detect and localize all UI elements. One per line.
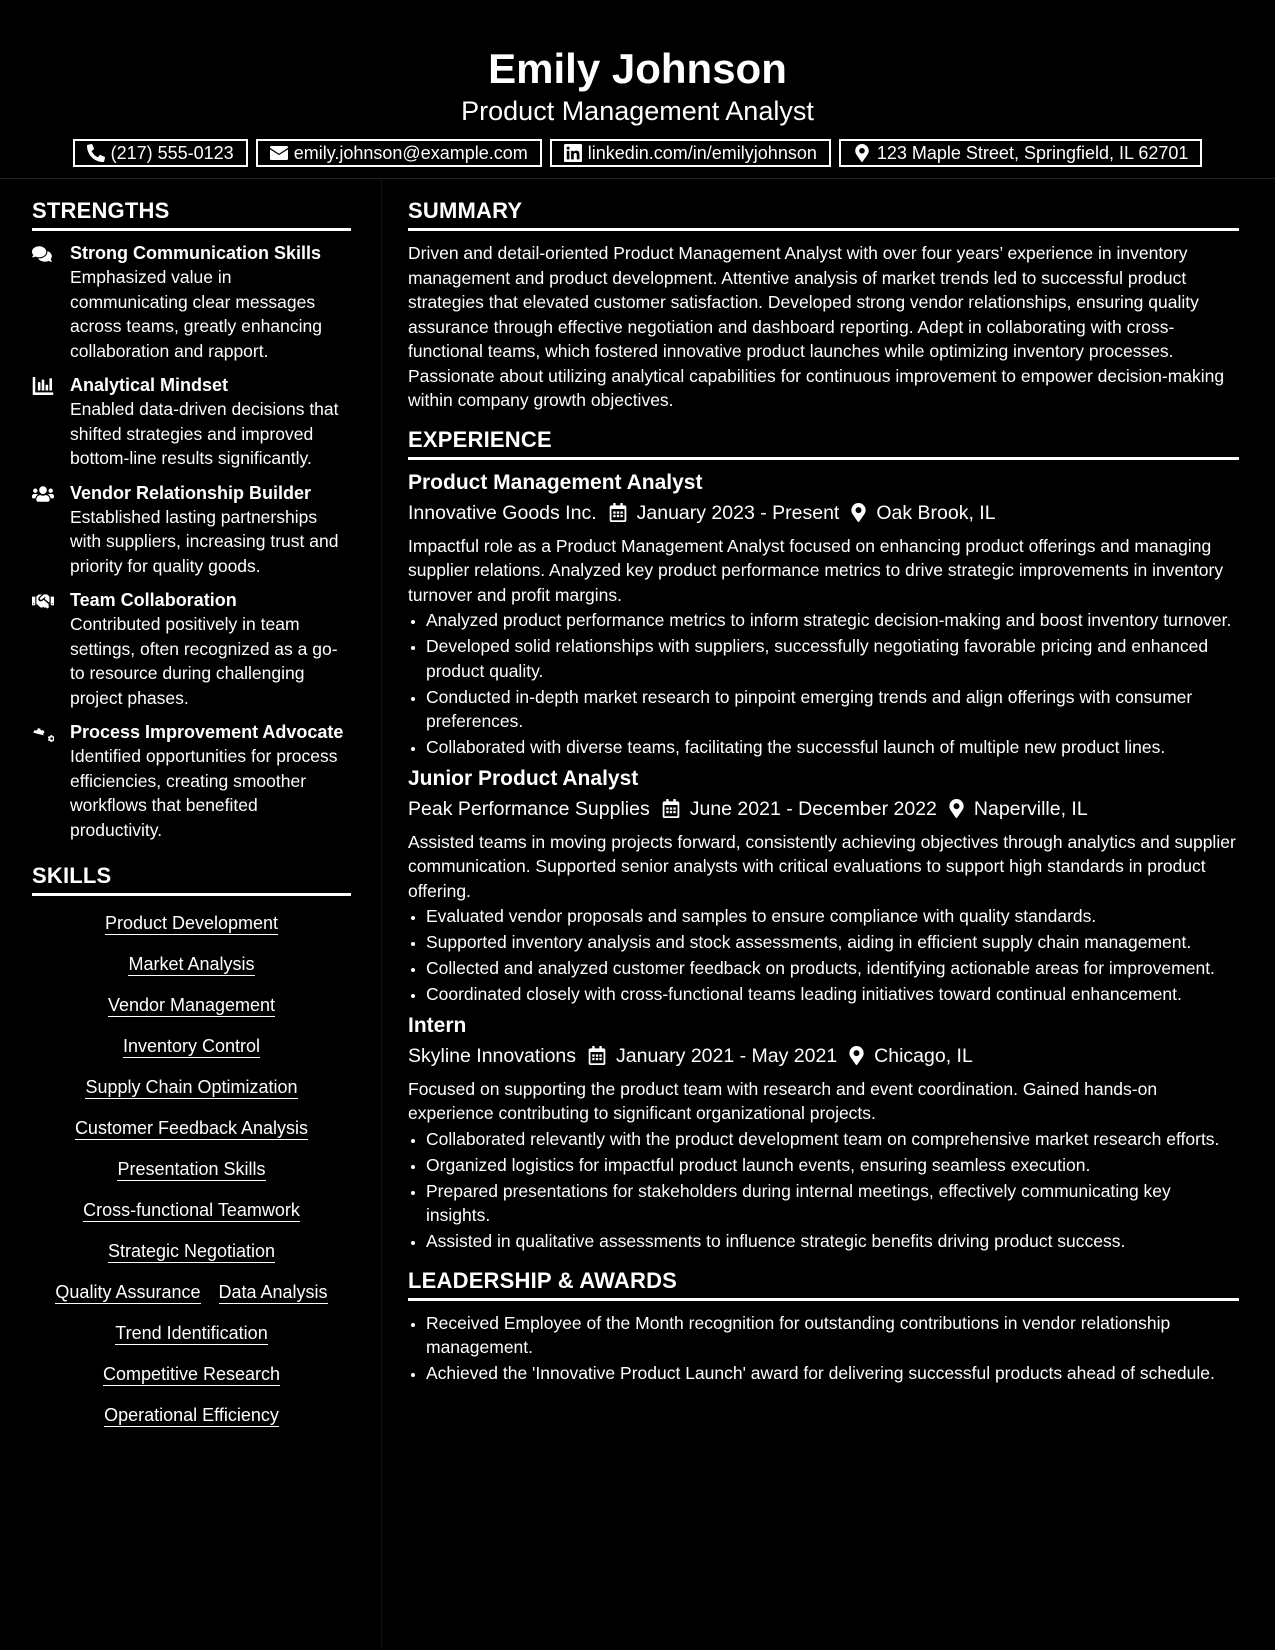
envelope-icon [270, 144, 288, 162]
job-dates: January 2021 - May 2021 [616, 1044, 838, 1067]
column-divider [381, 178, 382, 1650]
skill-tag: Operational Efficiency [104, 1405, 279, 1425]
linkedin-text: linkedin.com/in/emilyjohnson [587, 143, 817, 163]
contact-email[interactable] [256, 139, 542, 167]
skill-tag: Product Development [104, 913, 279, 933]
list-item: • Received Employee of the Month recognition for outstanding contributions in vendor relationship management. [426, 1311, 1239, 1360]
strength-item [32, 588, 351, 710]
right-column [408, 198, 1239, 1387]
job-description: Assisted teams in moving projects forward, consistently achieving objectives through analytics and supplier communication. Supported senior analysts with critical evaluations to support high standards in product offering. [408, 831, 1236, 901]
phone-icon [87, 144, 105, 162]
contact-address[interactable] [839, 139, 1203, 167]
strength-name: Strong Communication Skills [70, 243, 322, 263]
cogs-icon [32, 724, 54, 742]
list-item: • Evaluated vendor proposals and samples to ensure compliance with quality standards. [426, 904, 1239, 929]
strengths-heading: STRENGTHS [32, 198, 351, 231]
strength-item [32, 373, 351, 471]
job-meta [408, 1042, 1239, 1070]
strength-name: Process Improvement Advocate [70, 722, 344, 742]
email-text: emily.johnson@example.com [293, 143, 528, 163]
skill-tag: Quality Assurance [55, 1282, 201, 1302]
job-location: Naperville, IL [973, 797, 1088, 820]
contact-linkedin[interactable] [550, 139, 831, 167]
contact-bar [0, 139, 1275, 167]
calendar-icon [662, 799, 680, 818]
strength-desc: Established lasting partnerships with suppliers, increasing trust and priority for quality goods. [70, 506, 339, 576]
list-item: • Analyzed product performance metrics to inform strategic decision-making and boost inventory turnover. [426, 608, 1239, 633]
awards-heading: LEADERSHIP & AWARDS [408, 1268, 1239, 1301]
linkedin-icon [564, 144, 582, 162]
list-item: • Coordinated closely with cross-functional teams leading initiatives toward continual enhancement. [426, 982, 1239, 1007]
calendar-icon [588, 1046, 606, 1065]
skill-tag: Inventory Control [122, 1036, 261, 1056]
contact-phone[interactable] [73, 139, 248, 167]
resume-header [0, 0, 1275, 167]
list-item: • Prepared presentations for stakeholders during internal meetings, effectively communicating key insights. [426, 1179, 1239, 1228]
summary-text: Driven and detail-oriented Product Management Analyst with over four years’ experience in inventory management and product development. Attentive analysis of market trends led to successful product strategies that elevated customer satisfaction. Developed strong vendor relationships, ensuring quality assurance through effective negotiation and dashboard reporting. Adept in collaborating with cross-functional teams, which fostered innovative product launches while optimizing inventory processes. Passionate about utilizing analytical capabilities for continuous improvement to empower decision-making within company growth objectives. [408, 243, 1225, 410]
job-company: Peak Performance Supplies [408, 797, 650, 820]
calendar-icon [609, 503, 627, 522]
skill-tag: Strategic Negotiation [107, 1241, 276, 1261]
strength-name: Team Collaboration [70, 590, 237, 610]
job-entry [408, 470, 1239, 760]
skill-tag: Competitive Research [102, 1364, 281, 1384]
skill-tag: Data Analysis [218, 1282, 328, 1302]
job-title: Product Management Analyst [408, 470, 703, 494]
strength-desc: Identified opportunities for process efficiencies, creating smoother workflows that benefited productivity. [70, 746, 338, 840]
job-company: Skyline Innovations [408, 1044, 577, 1067]
strength-desc: Contributed positively in team settings, often recognized as a go-to resource during challenging project phases. [70, 614, 338, 708]
skill-tag: Presentation Skills [117, 1159, 266, 1179]
map-pin-icon [949, 799, 964, 818]
header-divider [0, 178, 1275, 179]
list-item: • Assisted in qualitative assessments to influence strategic benefits driving product success. [426, 1229, 1239, 1254]
job-bullets [408, 1127, 1239, 1254]
phone-text: (217) 555-0123 [110, 143, 234, 163]
strength-item [32, 241, 351, 363]
strength-desc: Enabled data-driven decisions that shifted strategies and improved bottom-line results significantly. [70, 399, 339, 468]
summary-heading: SUMMARY [408, 198, 1239, 231]
job-company: Innovative Goods Inc. [408, 501, 597, 524]
job-bullets [408, 904, 1239, 1007]
candidate-name: Emily Johnson [488, 45, 787, 92]
strength-item [32, 720, 351, 842]
skill-tag: Vendor Management [107, 995, 276, 1015]
map-pin-icon [849, 1046, 864, 1065]
skill-tag: Trend Identification [115, 1323, 268, 1343]
job-dates: June 2021 - December 2022 [689, 797, 937, 820]
job-entry [408, 766, 1239, 1007]
job-meta [408, 795, 1239, 823]
job-location: Chicago, IL [874, 1044, 973, 1067]
skills-list [32, 912, 351, 1426]
comments-icon [32, 245, 54, 263]
job-location: Oak Brook, IL [876, 501, 996, 524]
list-item: • Supported inventory analysis and stock assessments, aiding in efficient supply chain management. [426, 930, 1239, 955]
job-title: Intern [408, 1013, 467, 1037]
list-item: • Collaborated relevantly with the product development team on comprehensive market research efforts. [426, 1127, 1239, 1152]
experience-heading: EXPERIENCE [408, 427, 1239, 460]
strength-item [32, 481, 351, 579]
strength-name: Vendor Relationship Builder [70, 482, 312, 503]
job-description: Focused on supporting the product team with research and event coordination. Gained hands-on experience contributing to significant organizational projects. [408, 1078, 1158, 1123]
users-icon [32, 485, 54, 503]
skill-tag: Cross-functional Teamwork [83, 1200, 300, 1220]
awards-list [408, 1311, 1239, 1386]
list-item: • Collected and analyzed customer feedback on products, identifying actionable areas for improvement. [426, 956, 1239, 981]
job-title: Junior Product Analyst [408, 766, 639, 790]
strength-name: Analytical Mindset [70, 375, 229, 395]
job-bullets [408, 608, 1239, 760]
list-item: • Conducted in-depth market research to pinpoint emerging trends and align offerings with consumer preferences. [426, 685, 1239, 734]
chart-bar-icon [32, 377, 54, 395]
skill-tag: Market Analysis [128, 954, 255, 974]
list-item: • Achieved the 'Innovative Product Launch' award for delivering successful products ahead of schedule. [426, 1361, 1239, 1386]
list-item: • Organized logistics for impactful product launch events, ensuring seamless execution. [426, 1153, 1239, 1178]
handshake-icon [32, 592, 54, 610]
job-meta [408, 499, 1239, 527]
job-entry [408, 1013, 1239, 1254]
left-column [32, 198, 351, 1426]
skill-tag: Supply Chain Optimization [85, 1077, 298, 1097]
job-description: Impactful role as a Product Management Analyst focused on enhancing product offerings and managing supplier relations. Analyzed key product performance metrics to drive strategic improvements in inventory turnover and profit margins. [408, 535, 1224, 605]
skill-tag: Customer Feedback Analysis [74, 1118, 309, 1138]
candidate-title: Product Management Analyst [461, 96, 814, 126]
job-dates: January 2023 - Present [636, 501, 840, 524]
strength-desc: Emphasized value in communicating clear messages across teams, greatly enhancing collaboration and rapport. [70, 267, 322, 361]
map-pin-icon [853, 144, 871, 162]
address-text: 123 Maple Street, Springfield, IL 62701 [876, 143, 1189, 163]
list-item: • Collaborated with diverse teams, facilitating the successful launch of multiple new product lines. [426, 735, 1239, 760]
list-item: • Developed solid relationships with suppliers, successfully negotiating favorable pricing and enhanced product quality. [426, 634, 1239, 683]
map-pin-icon [851, 503, 866, 522]
skills-heading: SKILLS [32, 863, 351, 896]
